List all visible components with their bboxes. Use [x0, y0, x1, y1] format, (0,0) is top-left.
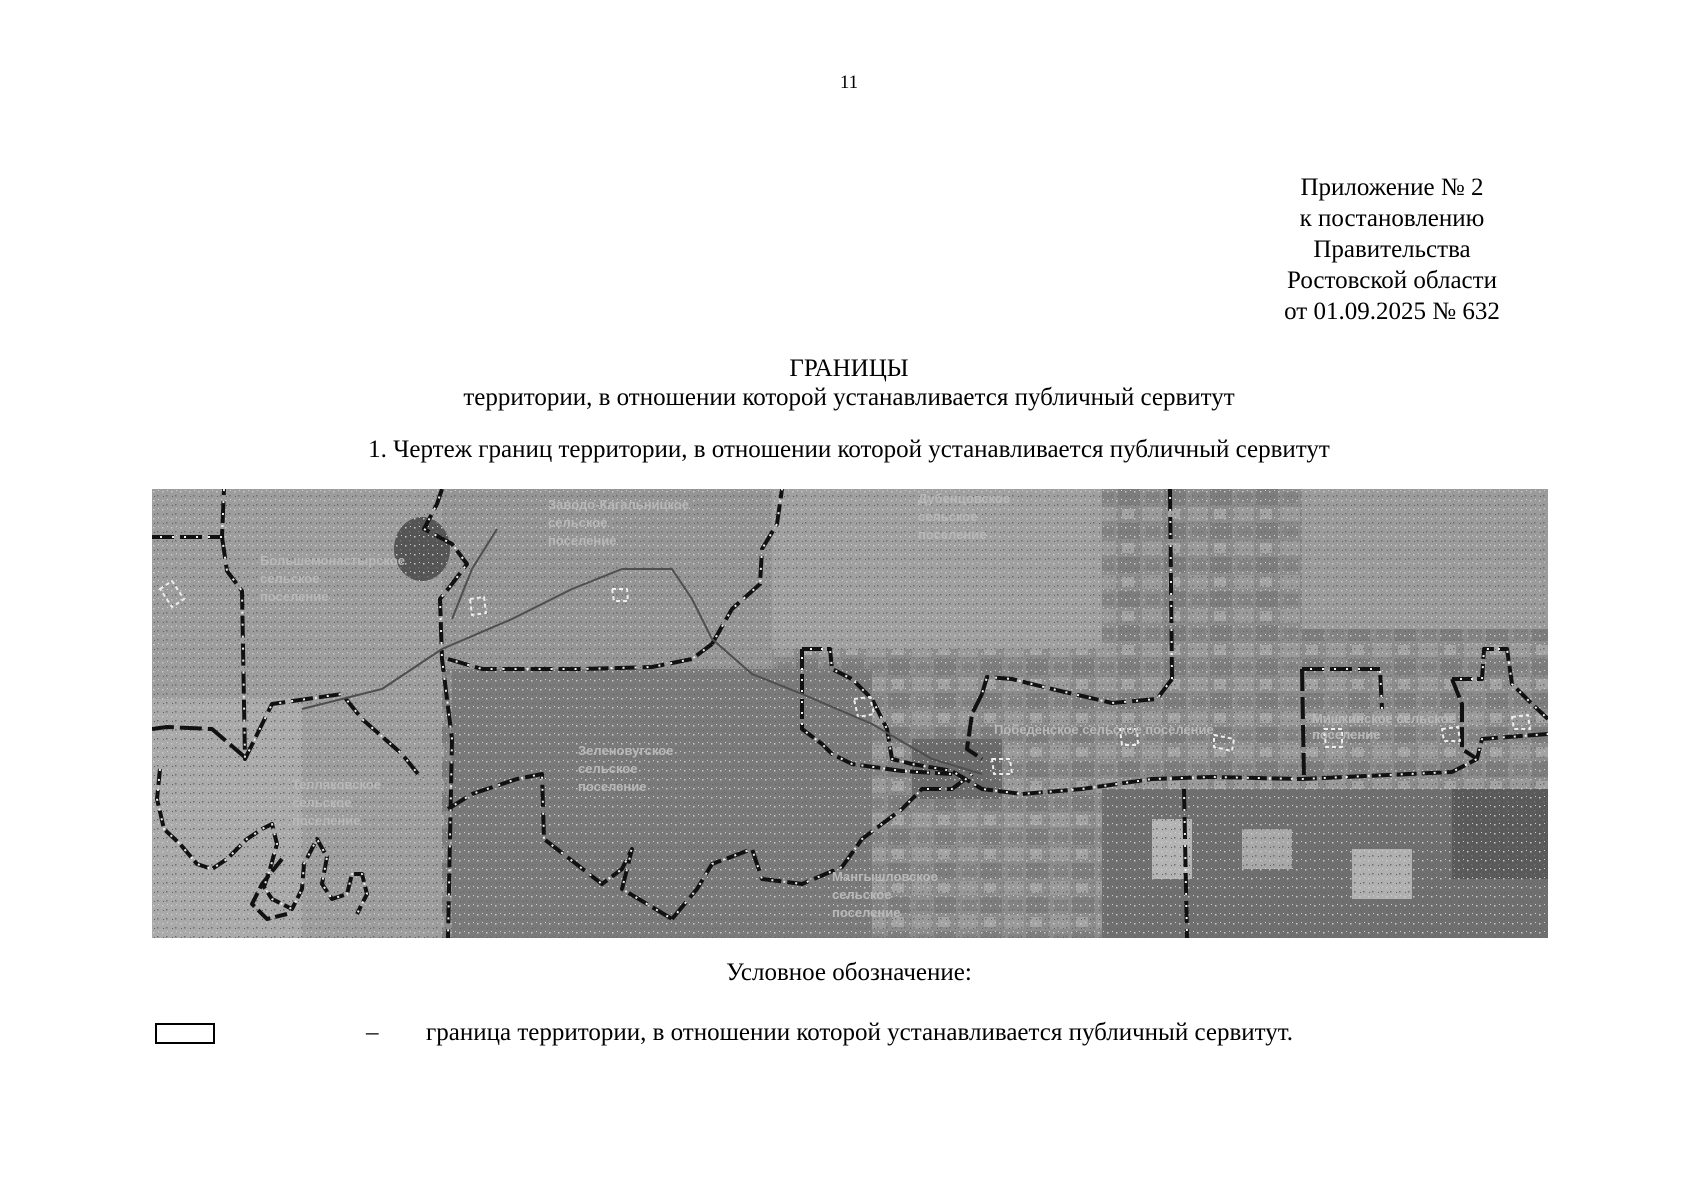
- appendix-line: Приложение № 2: [1300, 174, 1484, 201]
- map-label: сельское: [548, 515, 608, 530]
- legend-dash: –: [366, 1019, 379, 1046]
- map-label: Мишкинское сельское: [1312, 711, 1456, 726]
- map-label: сельское: [832, 887, 892, 902]
- boundary-map-drawing: [152, 489, 1548, 938]
- appendix-line: Ростовской области: [1287, 267, 1497, 294]
- legend-heading: Условное обозначение:: [726, 959, 972, 986]
- map-label: поселение: [260, 589, 329, 604]
- legend-item: [0, 1018, 1698, 1058]
- map-label: Зеленовугское: [578, 743, 674, 758]
- map-label: Победенское сельское поселение: [994, 722, 1214, 737]
- map-label: поселение: [548, 533, 617, 548]
- page-number: 11: [839, 72, 859, 93]
- map-label: сельское: [918, 509, 978, 524]
- map-label: Дубенцовское: [918, 491, 1011, 506]
- map-label: Большемонастырское: [260, 553, 405, 568]
- map-label: поселение: [832, 905, 901, 920]
- boundary-map: [152, 489, 1548, 938]
- map-label: Заводо-Кагальницкое: [548, 497, 690, 512]
- map-label: сельское: [578, 761, 638, 776]
- map-label: поселение: [918, 527, 987, 542]
- map-label: поселение: [578, 779, 647, 794]
- legend-text: граница территории, в отношении которой устанавливается публичный сервитут.: [426, 1019, 1294, 1046]
- appendix-block: [1262, 172, 1522, 327]
- boundary-swatch-icon: [155, 1023, 215, 1044]
- map-label: поселение: [1312, 727, 1381, 742]
- map-label: Тепляковское: [292, 777, 381, 792]
- map-label: Мангышловское: [832, 869, 938, 884]
- map-label: поселение: [292, 813, 361, 828]
- document-title: ГРАНИЦЫ: [789, 355, 909, 382]
- document-subtitle: территории, в отношении которой устанавливается публичный сервитут: [463, 384, 1235, 411]
- appendix-line: Правительства: [1313, 236, 1471, 263]
- appendix-line: от 01.09.2025 № 632: [1284, 298, 1500, 325]
- section-title: 1. Чертеж границ территории, в отношении которой устанавливается публичный сервитут: [368, 436, 1330, 463]
- map-label: сельское: [292, 795, 352, 810]
- appendix-line: к постановлению: [1299, 205, 1485, 232]
- map-label: сельское: [260, 571, 320, 586]
